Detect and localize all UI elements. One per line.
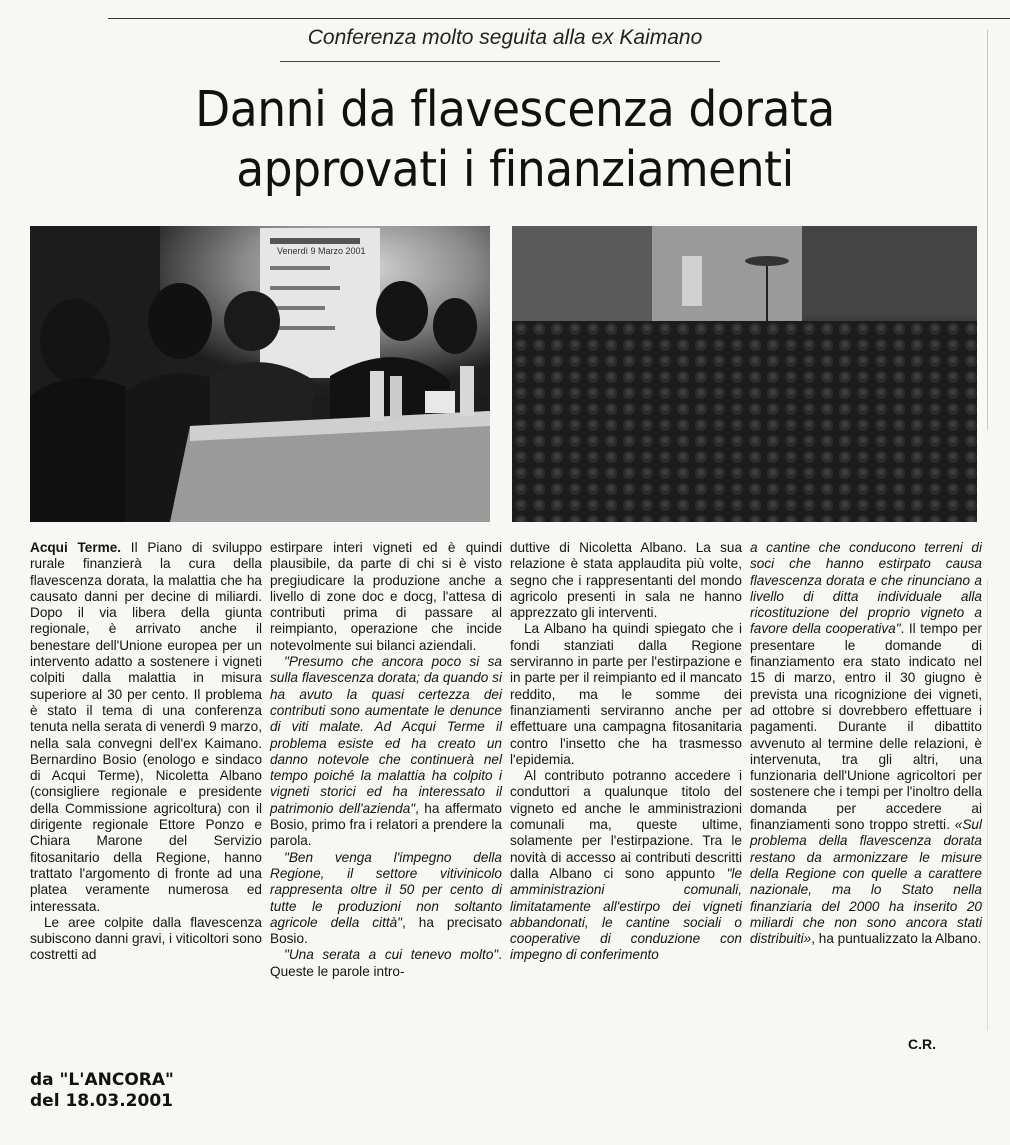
source-publication: da "L'ANCORA"	[30, 1070, 174, 1090]
photo-panel-speakers	[30, 226, 490, 522]
quote: "Ben venga l'impegno della Regione, il settore vitivinicolo rappresenta oltre il 50 per cento di tutte le produzioni non soltanto agricole della città"	[270, 849, 502, 930]
kicker-rule	[280, 61, 720, 62]
quote: "Presumo che ancora poco si sa sulla flavescenza dorata; da quando si ha avuto la quasi certezza dei contributi sono aumentate le denunce di viti malate. Ad Acqui Terme il problema esiste ed ha creato un danno notevole che continuerà nel tempo poiché la malattia ha colpito i vigneti storici ed ha interessato il patrimonio dell'azienda"	[270, 654, 502, 816]
column-4	[750, 540, 982, 947]
top-rule	[108, 18, 1010, 19]
dateline: Acqui Terme.	[30, 540, 122, 555]
article-body	[30, 540, 990, 1060]
paragraph: estirpare interi vigneti ed è quindi plausibile, da parte di chi si è visto pregiudicare la produzione anche a livello di zone doc e docg, l'attesa di contributi prima di passare al reimpianto, operazione che incide notevolmente sui bilanci aziendali.	[270, 540, 502, 653]
column-1	[30, 540, 262, 964]
paragraph: "Presumo che ancora poco si sa sulla flavescenza dorata; da quando si ha avuto la quasi certezza dei contributi sono aumentate le denunce di viti malate. Ad Acqui Terme il problema esiste ed ha creato un danno notevole che continuerà nel tempo poiché la malattia ha colpito i vigneti storici ed ha interessato il patrimonio dell'azienda", ha affermato Bosio, primo fra i relatori a prendere la parola.	[270, 654, 502, 849]
paragraph: La Albano ha quindi spiegato che i fondi stanziati dalla Regione serviranno in parte per l'estirpazione e in parte per il reimpianto ed il mancato reddito, ma le somme dei finanziamenti serviranno anche per effettuare una campagna fitosanitaria contro l'insetto che ha trasmesso l'epidemia.	[510, 621, 742, 767]
headline-line-2: approvati i finanziamenti	[236, 141, 794, 198]
quote: "le amministrazioni comunali, limitatamente all'estirpo dei vigneti abbandonati, le cantine sociali o cooperative di conduzione con impegno di conferimento	[510, 865, 742, 963]
kicker: Conferenza molto seguita alla ex Kaimano	[307, 26, 703, 49]
panel-backdrop-sign-text: Venerdì 9 Marzo 2001	[277, 246, 366, 256]
column-3	[510, 540, 742, 964]
photo-audience	[512, 226, 977, 522]
paragraph: Al contributo potranno accedere i conduttori a qualunque titolo del vigneto ed anche le amministrazioni comunali ma, queste ultime, solamente per l'estirpazione. Tra le novità di accesso ai contributi descritti dalla Albano ci sono appunto "le amministrazioni comunali, limitatamente all'estirpo dei vigneti abbandonati, le cantine sociali o cooperative di conduzione con impegno di conferimento	[510, 768, 742, 963]
paragraph: Acqui Terme. Il Piano di sviluppo rurale finanzierà la cura della flavescenza dorata, la malattia che ha causato danni per decine di miliardi. Dopo il via libera della giunta regionale, è arrivato anche il benestare dell'Unione europea per un intervento adatto a sostenere i vigneti colpiti dalla malattia in misura superiore al 30 per cento. Il problema è stato il tema di una conferenza tenuta nella serata di venerdì 9 marzo, nella sala convegni dell'ex Kaimano. Bernardino Bosio (enologo e sindaco di Acqui Terme), Nicoletta Albano (consigliere regionale e presidente della Commissione agricoltura) con il dirigente regionale Ettore Ponzo e Chiara Marone del Servizio fitosanitario della Regione, hanno trattato l'argomento di fronte ad una platea veramente numerosa ed interessata.	[30, 540, 262, 914]
quote: a cantine che conducono terreni di soci che hanno estirpato causa flavescenza dorata e che rinunciano a livello di ditta individuale alla ricostituzione del proprio vigneto a favore della cooperativa"	[750, 540, 982, 637]
headline	[73, 80, 957, 200]
audience-photo-image	[512, 226, 977, 522]
paragraph: "Una serata a cui tenevo molto". Queste le parole intro-	[270, 947, 502, 979]
quote: «Sul problema della flavescenza dorata restano da armonizzare le misure della Regione con quelle a carattere nazionale, ma lo Stato nella finanziaria del 2000 ha inserito 20 miliardi che non sono ancora stati distribuiti»	[750, 817, 982, 947]
quote: "Una serata a cui tenevo molto"	[284, 947, 499, 963]
paragraph: "Ben venga l'impegno della Regione, il settore vitivinicolo rappresenta oltre il 50 per cento di tutte le produzioni non soltanto agricole della città", ha precisato Bosio.	[270, 849, 502, 947]
panel-photo-image	[30, 226, 490, 522]
paragraph: Le aree colpite dalla flavescenza subiscono danni gravi, i viticoltori sono costretti ad	[30, 914, 262, 963]
source-date: del 18.03.2001	[30, 1091, 173, 1111]
author-signature: C.R.	[908, 1036, 936, 1052]
paragraph: a cantine che conducono terreni di soci che hanno estirpato causa flavescenza dorata e che rinunciano a livello di ditta individuale alla ricostituzione del proprio vigneto a favore della cooperativa". Il tempo per presentare le domande di finanziamento era stato indicato nel 15 di marzo, entro il 30 giugno è prevista una ricognizione dei vigneti, ad ottobre si dovrebbero effettuare i pagamenti. Durante il dibattito avvenuto al termine delle relazioni, è intervenuta, tra gli altri, una funzionaria dell'Unione agricoltori per sostenere che i tempi per l'inoltro della domanda per accedere ai finanziamenti sono troppo stretti. «Sul problema della flavescenza dorata restano da armonizzare le misure della Regione con quelle a carattere nazionale, ma lo Stato nella finanziaria del 2000 ha inserito 20 miliardi che non sono ancora stati distribuiti», ha puntualizzato la Albano.	[750, 540, 982, 947]
source-citation	[30, 1070, 174, 1112]
headline-line-1: Danni da flavescenza dorata	[195, 81, 835, 138]
column-2	[270, 540, 502, 980]
paragraph: duttive di Nicoletta Albano. La sua relazione è stata applaudita più volte, segno che i rappresentanti del mondo agricolo presenti in sala ne hanno apprezzato gli interventi.	[510, 540, 742, 621]
